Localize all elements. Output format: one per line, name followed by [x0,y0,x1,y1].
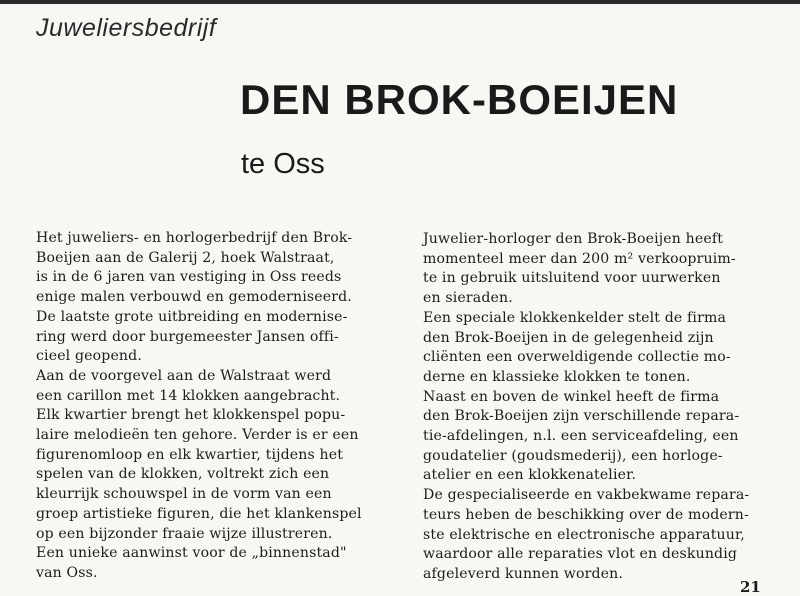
text-line: enige malen verbouwd en gemoderniseerd. [36,289,352,306]
article-title: DEN BROK-BOEIJEN [240,76,679,123]
text-line: ste elektrische en electronische apparatuur, [423,526,745,543]
text-line: goudatelier (goudsmederij), een horloge- [423,447,723,464]
text-line: waardoor alle reparaties vlot en deskundig [423,546,738,563]
text-line: atelier en een klokkenatelier. [423,467,637,484]
text-line: Juwelier-horloger den Brok-Boeijen heeft [423,231,724,247]
text-line: tie-afdelingen, n.l. een serviceafdeling, een [423,428,739,445]
text-line: op een bijzonder fraaie wijze illustreren. [36,525,333,542]
text-line: groep artistieke figuren, die het klankenspel [36,505,362,522]
text-line: derne en klassieke klokken te tonen. [423,368,691,385]
page-top-edge [0,0,800,4]
section-kicker: Juweliersbedrijf [36,14,217,42]
text-line: kleurrijk schouwspel in de vorm van een [36,486,332,503]
text-line: Elk kwartier brengt het klokkenspel popu- [36,407,346,424]
text-line: van Oss. [36,564,98,581]
article-column-left [36,229,368,584]
article-subtitle: te Oss [241,148,325,180]
text-line: teurs heben de beschikking over de modern- [423,506,749,523]
text-line: afgeleverd kunnen worden. [423,565,623,582]
text-line: den Brok-Boeijen in de gelegenheid zijn [423,329,714,346]
text-line: cieel geopend. [36,348,142,365]
text-line: Boeijen aan de Galerij 2, hoek Walstraat, [36,249,335,266]
text-line: en sieraden. [423,290,513,307]
text-line: Aan de voorgevel aan de Walstraat werd [36,367,332,384]
text-line: is in de 6 jaren van vestiging in Oss reeds [36,269,342,286]
text-line: momenteel meer dan 200 m² verkoopruim- [423,250,736,267]
text-line: een carillon met 14 klokken aangebracht. [36,387,341,404]
text-line: figurenomloop en elk kwartier, tijdens het [36,446,344,463]
text-line: te in gebruik uitsluitend voor uurwerken [423,270,721,287]
text-line: spelen van de klokken, voltrekt zich een [36,466,330,483]
text-line: laire melodieën ten gehore. Verder is er een [36,427,359,444]
text-line: cliënten een overweldigende collectie mo- [423,349,731,366]
text-line: Een unieke aanwinst voor de „binnenstad" [36,545,347,562]
text-line: Naast en boven de winkel heeft de firma [423,388,720,405]
article-column-right [423,230,768,585]
page-number: 21 [740,578,761,596]
text-line: Het juweliers- en horlogerbedrijf den Brok- [36,230,353,246]
text-line: Een speciale klokkenkelder stelt de firma [423,309,727,326]
text-line: De gespecialiseerde en vakbekwame repara- [423,487,750,504]
text-line: ring werd door burgemeester Jansen offi- [36,328,339,345]
text-line: De laatste grote uitbreiding en modernise- [36,308,348,325]
text-line: den Brok-Boeijen zijn verschillende repara- [423,408,740,425]
